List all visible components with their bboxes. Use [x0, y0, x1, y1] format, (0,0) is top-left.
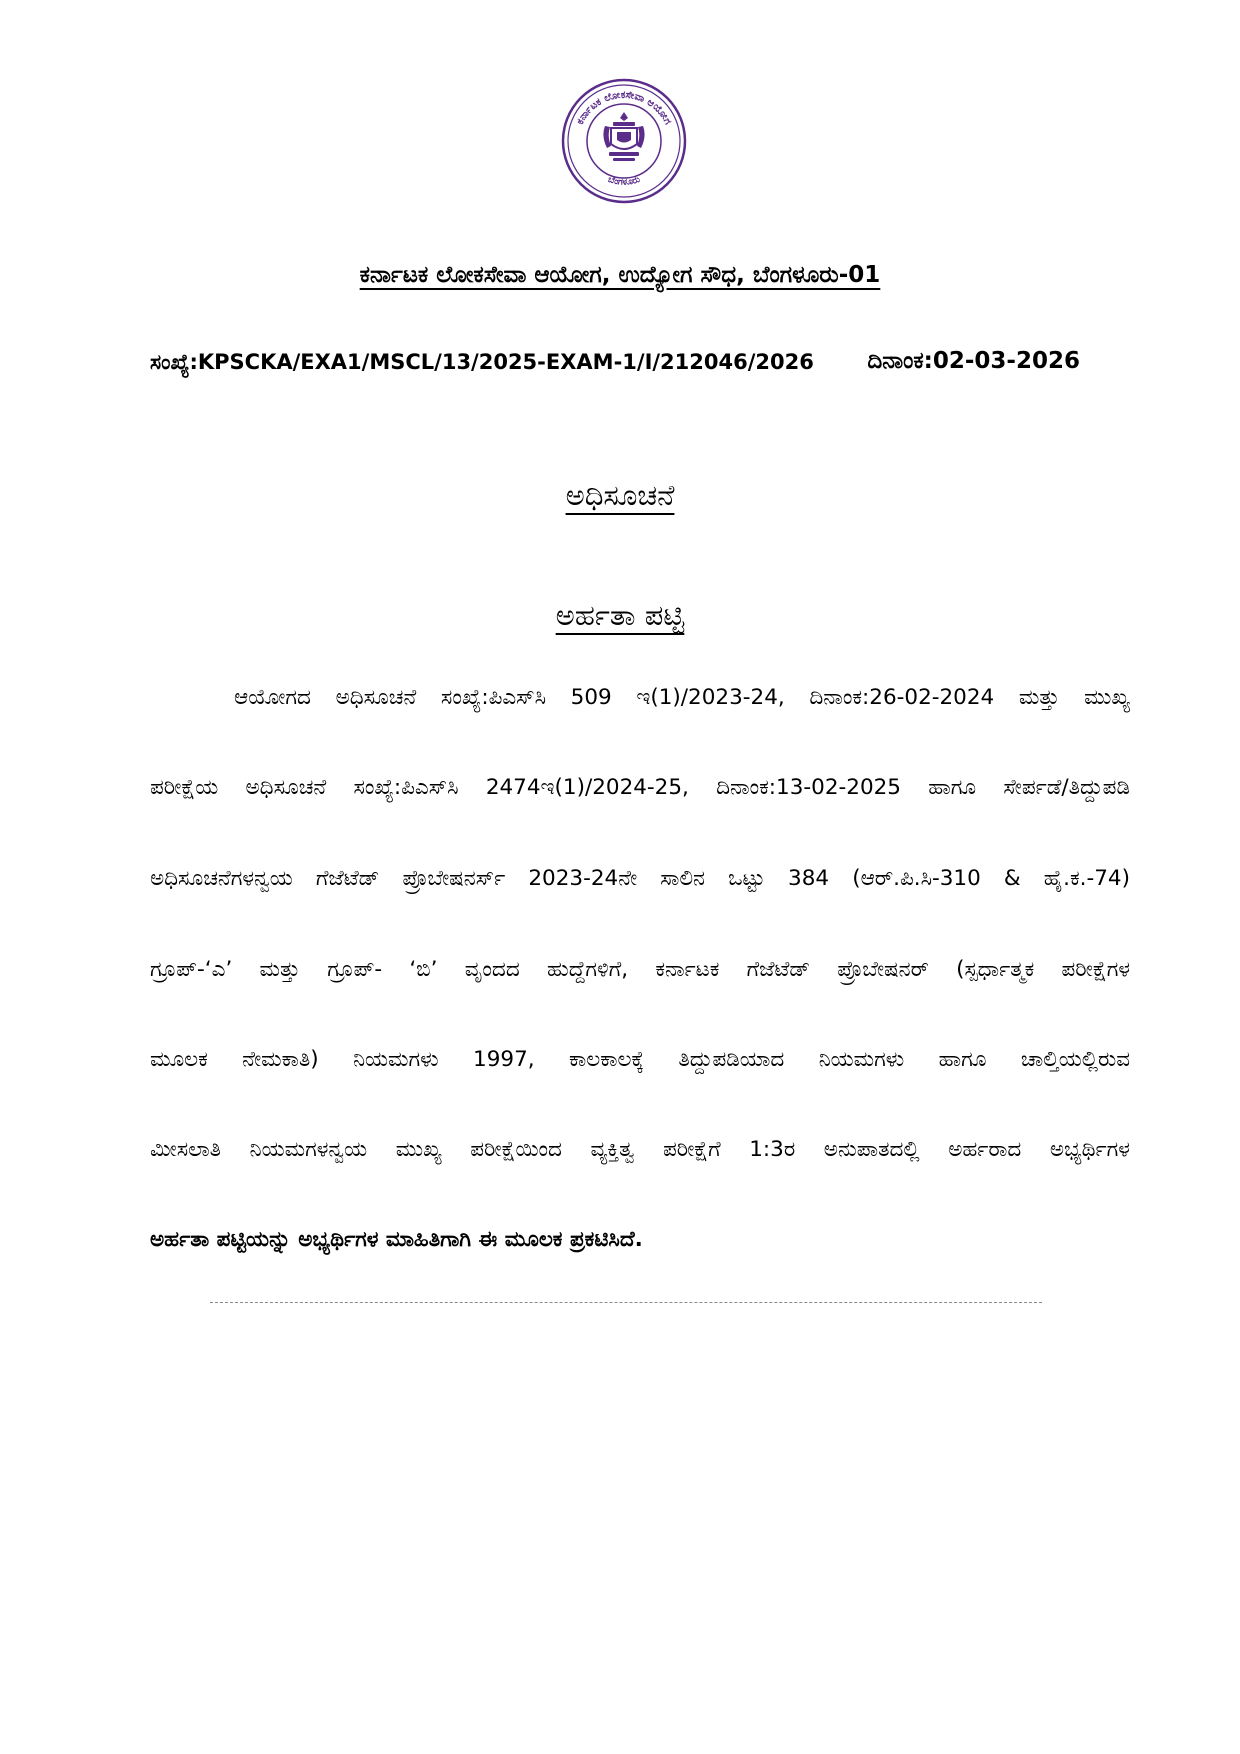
organization-header	[0, 262, 1240, 288]
eligibility-list-title	[0, 598, 1240, 633]
notification-title	[0, 478, 1240, 513]
dashed-divider	[210, 1302, 1042, 1303]
state-emblem-icon	[603, 112, 644, 161]
eligibility-list-title-text: ಅರ್ಹತಾ ಪಟ್ಟಿ	[555, 598, 685, 632]
body-line-3: ಅಧಿಸೂಚನೆಗಳನ್ವಯ ಗೆಜೆಟೆಡ್ ಪ್ರೊಬೇಷನರ್ಸ್ 2023-24ನೇ ಸಾಲಿನ ಒಟ್ಟು 384 (ಆರ್.ಪಿ.ಸಿ-310 & ಹೈ.ಕ.-74)	[150, 866, 1130, 891]
body-line-6: ಮೀಸಲಾತಿ ನಿಯಮಗಳನ್ವಯ ಮುಖ್ಯ ಪರೀಕ್ಷೆಯಿಂದ ವ್ಯಕ್ತಿತ್ವ ಪರೀಕ್ಷೆಗೆ 1:3ರ ಅನುಪಾತದಲ್ಲಿ ಅರ್ಹರಾದ ಅಭ್ಯರ್ಥಿಗಳ	[150, 1137, 1130, 1162]
kpsc-seal-logo	[561, 78, 687, 204]
reference-number: ಸಂಖ್ಯೆ:KPSCKA/EXA1/MSCL/13/2025-EXAM-1/I/212046/2026	[150, 350, 814, 374]
reference-date: ದಿನಾಂಕ:02-03-2026	[867, 348, 1080, 374]
body-line-2: ಪರೀಕ್ಷೆಯ ಅಧಿಸೂಚನೆ ಸಂಖ್ಯೆ:ಪಿಎಸ್‌ಸಿ 2474ಇ(1)/2024-25, ದಿನಾಂಕ:13-02-2025 ಹಾಗೂ ಸೇರ್ಪಡೆ/ತಿದ್ದುಪಡಿ	[150, 775, 1130, 800]
notification-title-text: ಅಧಿಸೂಚನೆ	[565, 478, 675, 512]
body-line-4: ಗ್ರೂಪ್-‘ಎ’ ಮತ್ತು ಗ್ರೂಪ್- ‘ಬಿ’ ವೃಂದದ ಹುದ್ದೆಗಳಿಗೆ, ಕರ್ನಾಟಕ ಗೆಜೆಟೆಡ್ ಪ್ರೊಬೇಷನರ್ (ಸ್ಪರ್ಧಾತ್ಮಕ ಪರೀಕ್ಷೆಗಳ	[150, 957, 1130, 982]
body-line-1: ಆಯೋಗದ ಅಧಿಸೂಚನೆ ಸಂಖ್ಯೆ:ಪಿಎಸ್‌ಸಿ 509 ಇ(1)/2023-24, ದಿನಾಂಕ:26-02-2024 ಮತ್ತು ಮುಖ್ಯ	[234, 685, 1130, 710]
svg-text:ಕರ್ನಾಟಕ ಲೋಕಸೇವಾ ಆಯೋಗ	[575, 90, 673, 127]
seal-text-top: ಕರ್ನಾಟಕ ಲೋಕಸೇವಾ ಆಯೋಗ	[574, 89, 674, 127]
svg-text:ಬೆಂಗಳೂರು	[607, 174, 642, 188]
body-line-5: ಮೂಲಕ ನೇಮಕಾತಿ) ನಿಯಮಗಳು 1997, ಕಾಲಕಾಲಕ್ಕೆ ತಿದ್ದುಪಡಿಯಾದ ನಿಯಮಗಳು ಹಾಗೂ ಚಾಲ್ತಿಯಲ್ಲಿರುವ	[150, 1047, 1130, 1072]
organization-name: ಕರ್ನಾಟಕ ಲೋಕಸೇವಾ ಆಯೋಗ, ಉದ್ಯೋಗ ಸೌಧ, ಬೆಂಗಳೂರು-01	[359, 262, 881, 288]
seal-text-bottom: ಬೆಂಗಳೂರು	[606, 174, 642, 188]
body-line-7: ಅರ್ಹತಾ ಪಟ್ಟಿಯನ್ನು ಅಭ್ಯರ್ಥಿಗಳ ಮಾಹಿತಿಗಾಗಿ ಈ ಮೂಲಕ ಪ್ರಕಟಿಸಿದೆ.	[150, 1227, 643, 1252]
